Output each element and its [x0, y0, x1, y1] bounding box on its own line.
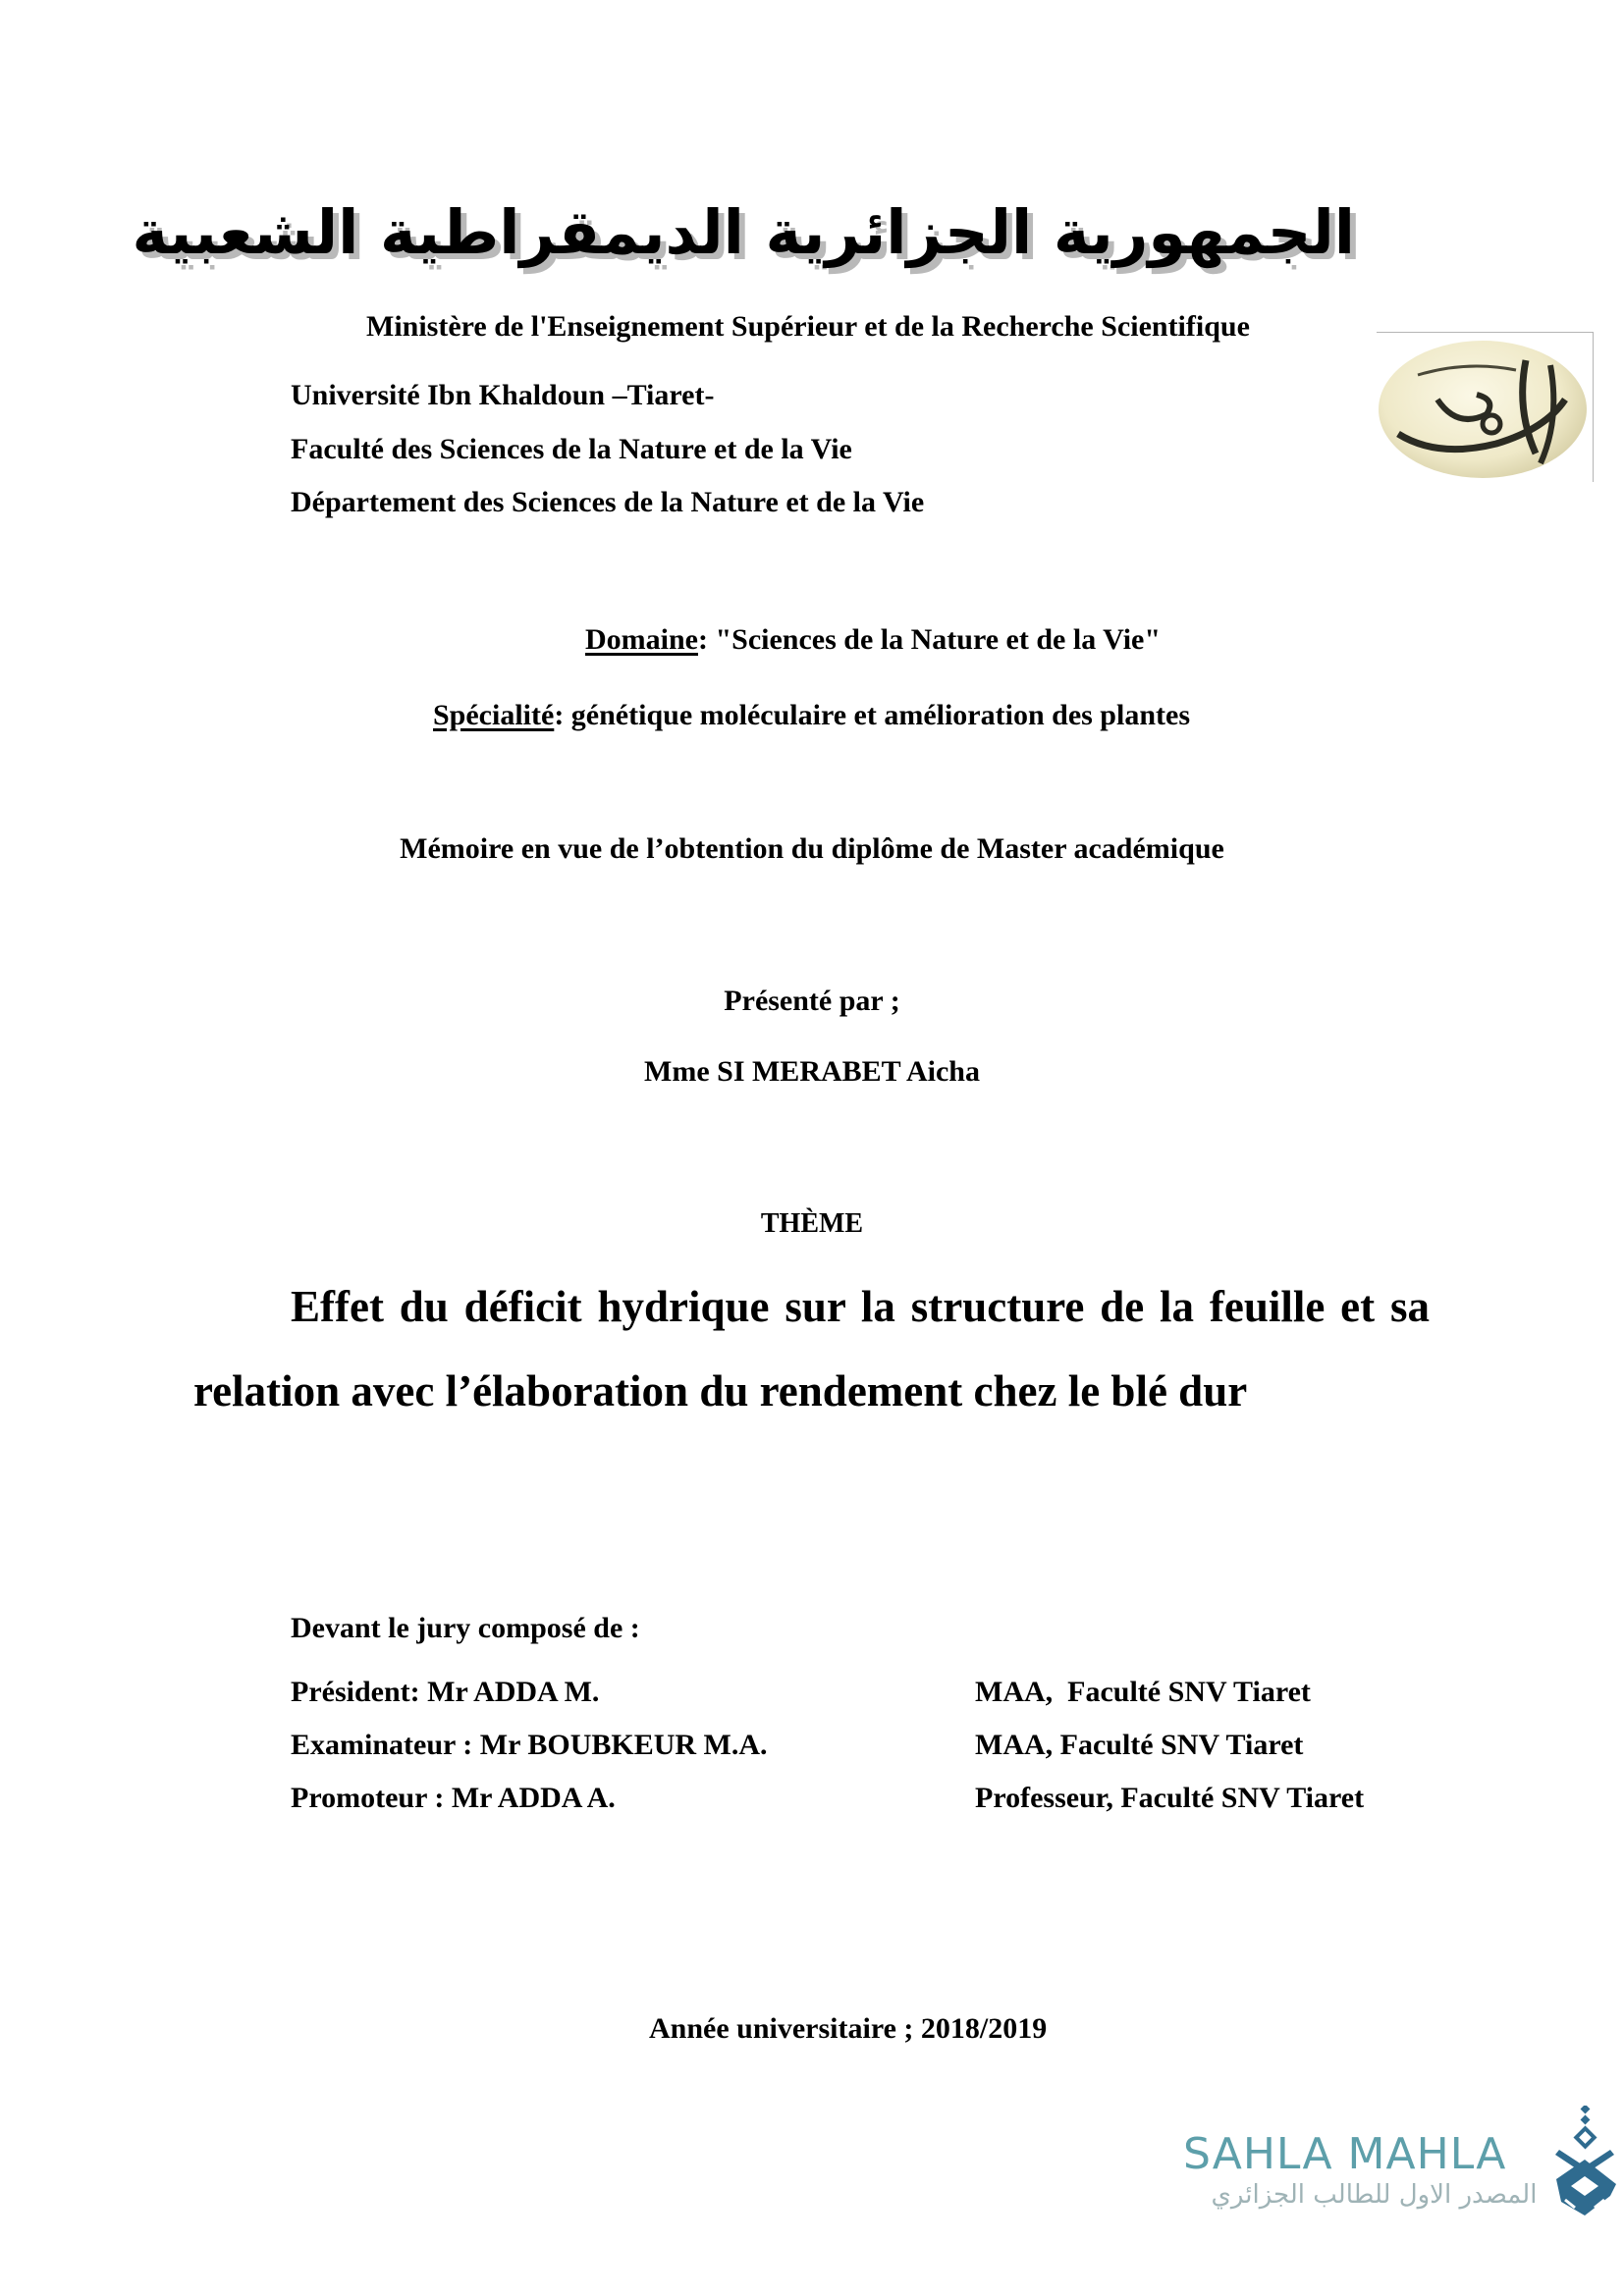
jury-member-affiliation: MAA, Faculté SNV Tiaret — [975, 1729, 1304, 1761]
jury-member-affiliation: Professeur, Faculté SNV Tiaret — [975, 1782, 1365, 1814]
jury-member-president — [291, 1678, 1469, 1707]
memoire-line: Mémoire en vue de l’obtention du diplôme de Master académique — [400, 832, 1224, 865]
university-logo — [1377, 332, 1594, 482]
jury-member-examiner — [291, 1731, 1469, 1760]
ministry-line: Ministère de l'Enseignement Supérieur et de la Recherche Scientifique — [366, 310, 1250, 343]
sahla-mahla-watermark — [1173, 2115, 1624, 2223]
specialty-value: : génétique moléculaire et amélioration des plantes — [554, 699, 1190, 731]
sahla-mahla-logo-icon — [1551, 2106, 1620, 2223]
jury-heading: Devant le jury composé de : — [291, 1612, 640, 1644]
theme-title: Effet du déficit hydrique sur la structure de la feuille et sa relation avec l’élaboration du rendement chez le blé dur — [193, 1282, 1430, 1415]
jury-member-name: Président: Mr ADDA M. — [291, 1676, 600, 1708]
domain-line — [585, 625, 1161, 655]
specialty-line — [433, 701, 1190, 730]
arabic-title: الجمهورية الجزائرية الديمقراطية الشعبية — [132, 196, 1355, 268]
jury-member-promoter — [291, 1784, 1469, 1813]
jury-member-name: Examinateur : Mr BOUBKEUR M.A. — [291, 1729, 768, 1761]
domain-label: Domaine — [585, 623, 698, 656]
presented-by-label: Présenté par ; — [724, 985, 900, 1017]
author-name: Mme SI MERABET Aicha — [644, 1055, 980, 1088]
department-line: Département des Sciences de la Nature et de la Vie — [291, 486, 925, 518]
jury-member-affiliation: MAA, Faculté SNV Tiaret — [975, 1676, 1311, 1708]
theme-label: THÈME — [760, 1208, 864, 1239]
watermark-tagline: المصدر الاول للطالب الجزائري — [1211, 2180, 1538, 2210]
academic-year: Année universitaire ; 2018/2019 — [649, 2012, 1048, 2045]
watermark-name: SAHLA MAHLA — [1183, 2129, 1507, 2179]
university-line: Université Ibn Khaldoun –Tiaret- — [291, 379, 715, 411]
jury-member-name: Promoteur : Mr ADDA A. — [291, 1782, 616, 1814]
specialty-label: Spécialité — [433, 699, 555, 731]
university-seal-icon — [1379, 341, 1587, 478]
faculty-line: Faculté des Sciences de la Nature et de la Vie — [291, 433, 852, 465]
domain-value: : "Sciences de la Nature et de la Vie" — [698, 623, 1162, 656]
